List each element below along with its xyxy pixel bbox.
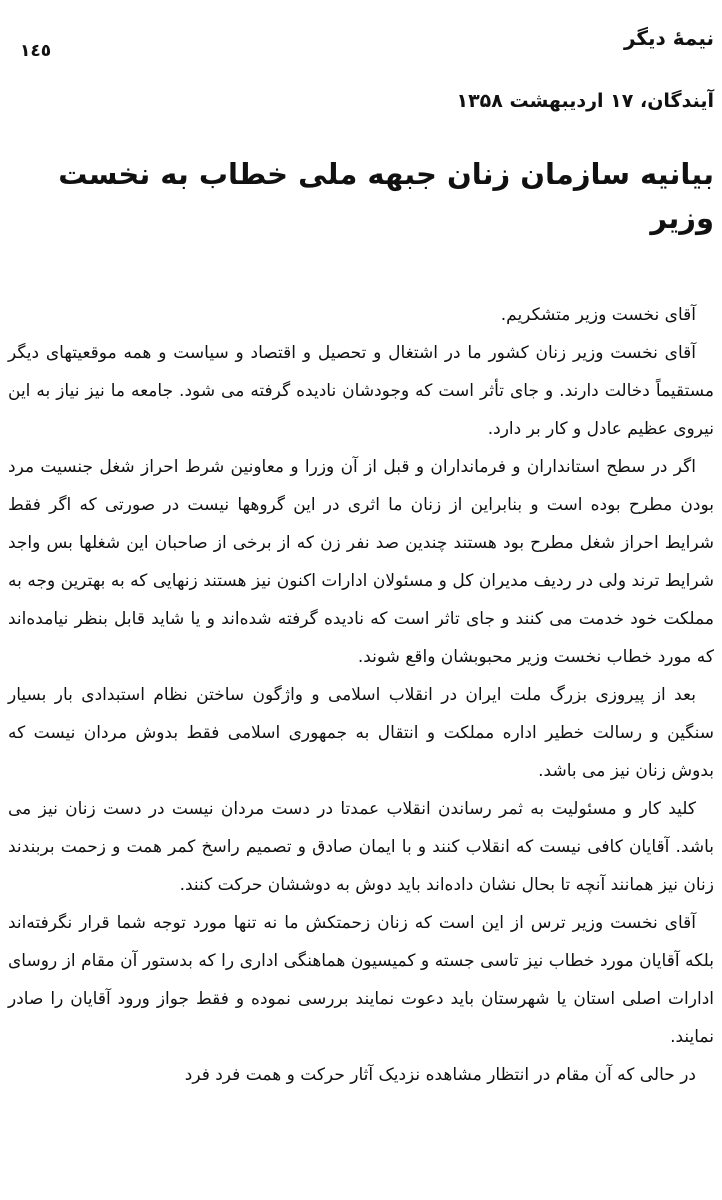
paragraph-fear-neglect: آقای نخست وزیر ترس از این است که زنان زحمتکش ما نه تنها مورد توجه شما قرار نگرفته‌اند بلکه آقایان مورد خطاب نیز تاسی جسته و کمیسیون هماهنگی اداری را که بدستور آن مقام از روسای ادارات اصلی استان یا شهرستان باید دعوت نمایند بررسی نموده و فقط جواز ورود آقایان را صادر نمایند. — [8, 913, 714, 1047]
paragraph-job-requirements: اگر در سطح استانداران و فرمانداران و قبل از آن وزرا و معاونین شرط احراز شغل جنسیت مرد بودن مطرح بوده است و بنابراین از زنان ما اثری در این گروهها نیست در صورتی که اگر فقط شرایط احراز شغل مطرح بود هستند چندین صد نفر زن که از برخی از صاحبان این شغلها بس واجد شرایط ترند ولی در ردیف مدیران کل و مسئولان ادارات اکنون نیز هستند زنهایی که به بهترین وجه به مملکت خود خدمت می کنند و جای تاثر است که نادیده گرفته شده‌اند و یا شاید قابل بنظر نیامده‌اند که مورد خطاب نخست وزیر محبوبشان واقع شوند. — [8, 457, 714, 667]
paragraph-closing-expectation: در حالی که آن مقام در انتظار مشاهده نزدیک آثار حرکت و همت فرد فرد — [184, 1065, 696, 1085]
page-number: ١٤٥ — [20, 41, 52, 61]
article-body — [8, 296, 714, 1094]
page-header — [8, 26, 714, 61]
journal-title: نیمهٔ دیگر — [623, 26, 714, 50]
paragraph-key-responsibility: کلید کار و مسئولیت به ثمر رساندن انقلاب عمدتا در دست مردان نیست در دست زنان نیز می باشد. آقایان کافی نیست که انقلاب کنند و با ایمان صادق و تصمیم راسخ کمر همت و زحمت بربندند زنان نیز همانند آنچه تا بحال نشان داده‌اند باید دوش به دوششان حرکت کنند. — [8, 799, 714, 895]
source-citation: آیندگان، ۱۷ اردیبهشت ۱۳۵۸ — [456, 90, 714, 112]
paragraph-women-participation: آقای نخست وزیر زنان کشور ما در اشتغال و تحصیل و اقتصاد و سیاست و همه موقعیتهای دیگر مستقیماً دخالت دارند. و جای تأثر است که وجودشان نادیده گرفته می شود. جامعه ما نیز نیاز به این نیروی عظیم عادل و کار بر دارد. — [8, 343, 714, 439]
article-title: بیانیه سازمان زنان جبهه ملی خطاب به نخست وزیر — [58, 157, 714, 235]
paragraph-greeting: آقای نخست وزیر متشکریم. — [500, 305, 696, 325]
paragraph-revolution-burden: بعد از پیروزی بزرگ ملت ایران در انقلاب اسلامی و واژگون ساختن نظام استبدادی بار بسیار سنگین و رسالت خطیر اداره مملکت و انتقال به جمهوری اسلامی فقط بدوش مردان نیست که بدوش زنان نیز می باشد. — [8, 685, 714, 781]
